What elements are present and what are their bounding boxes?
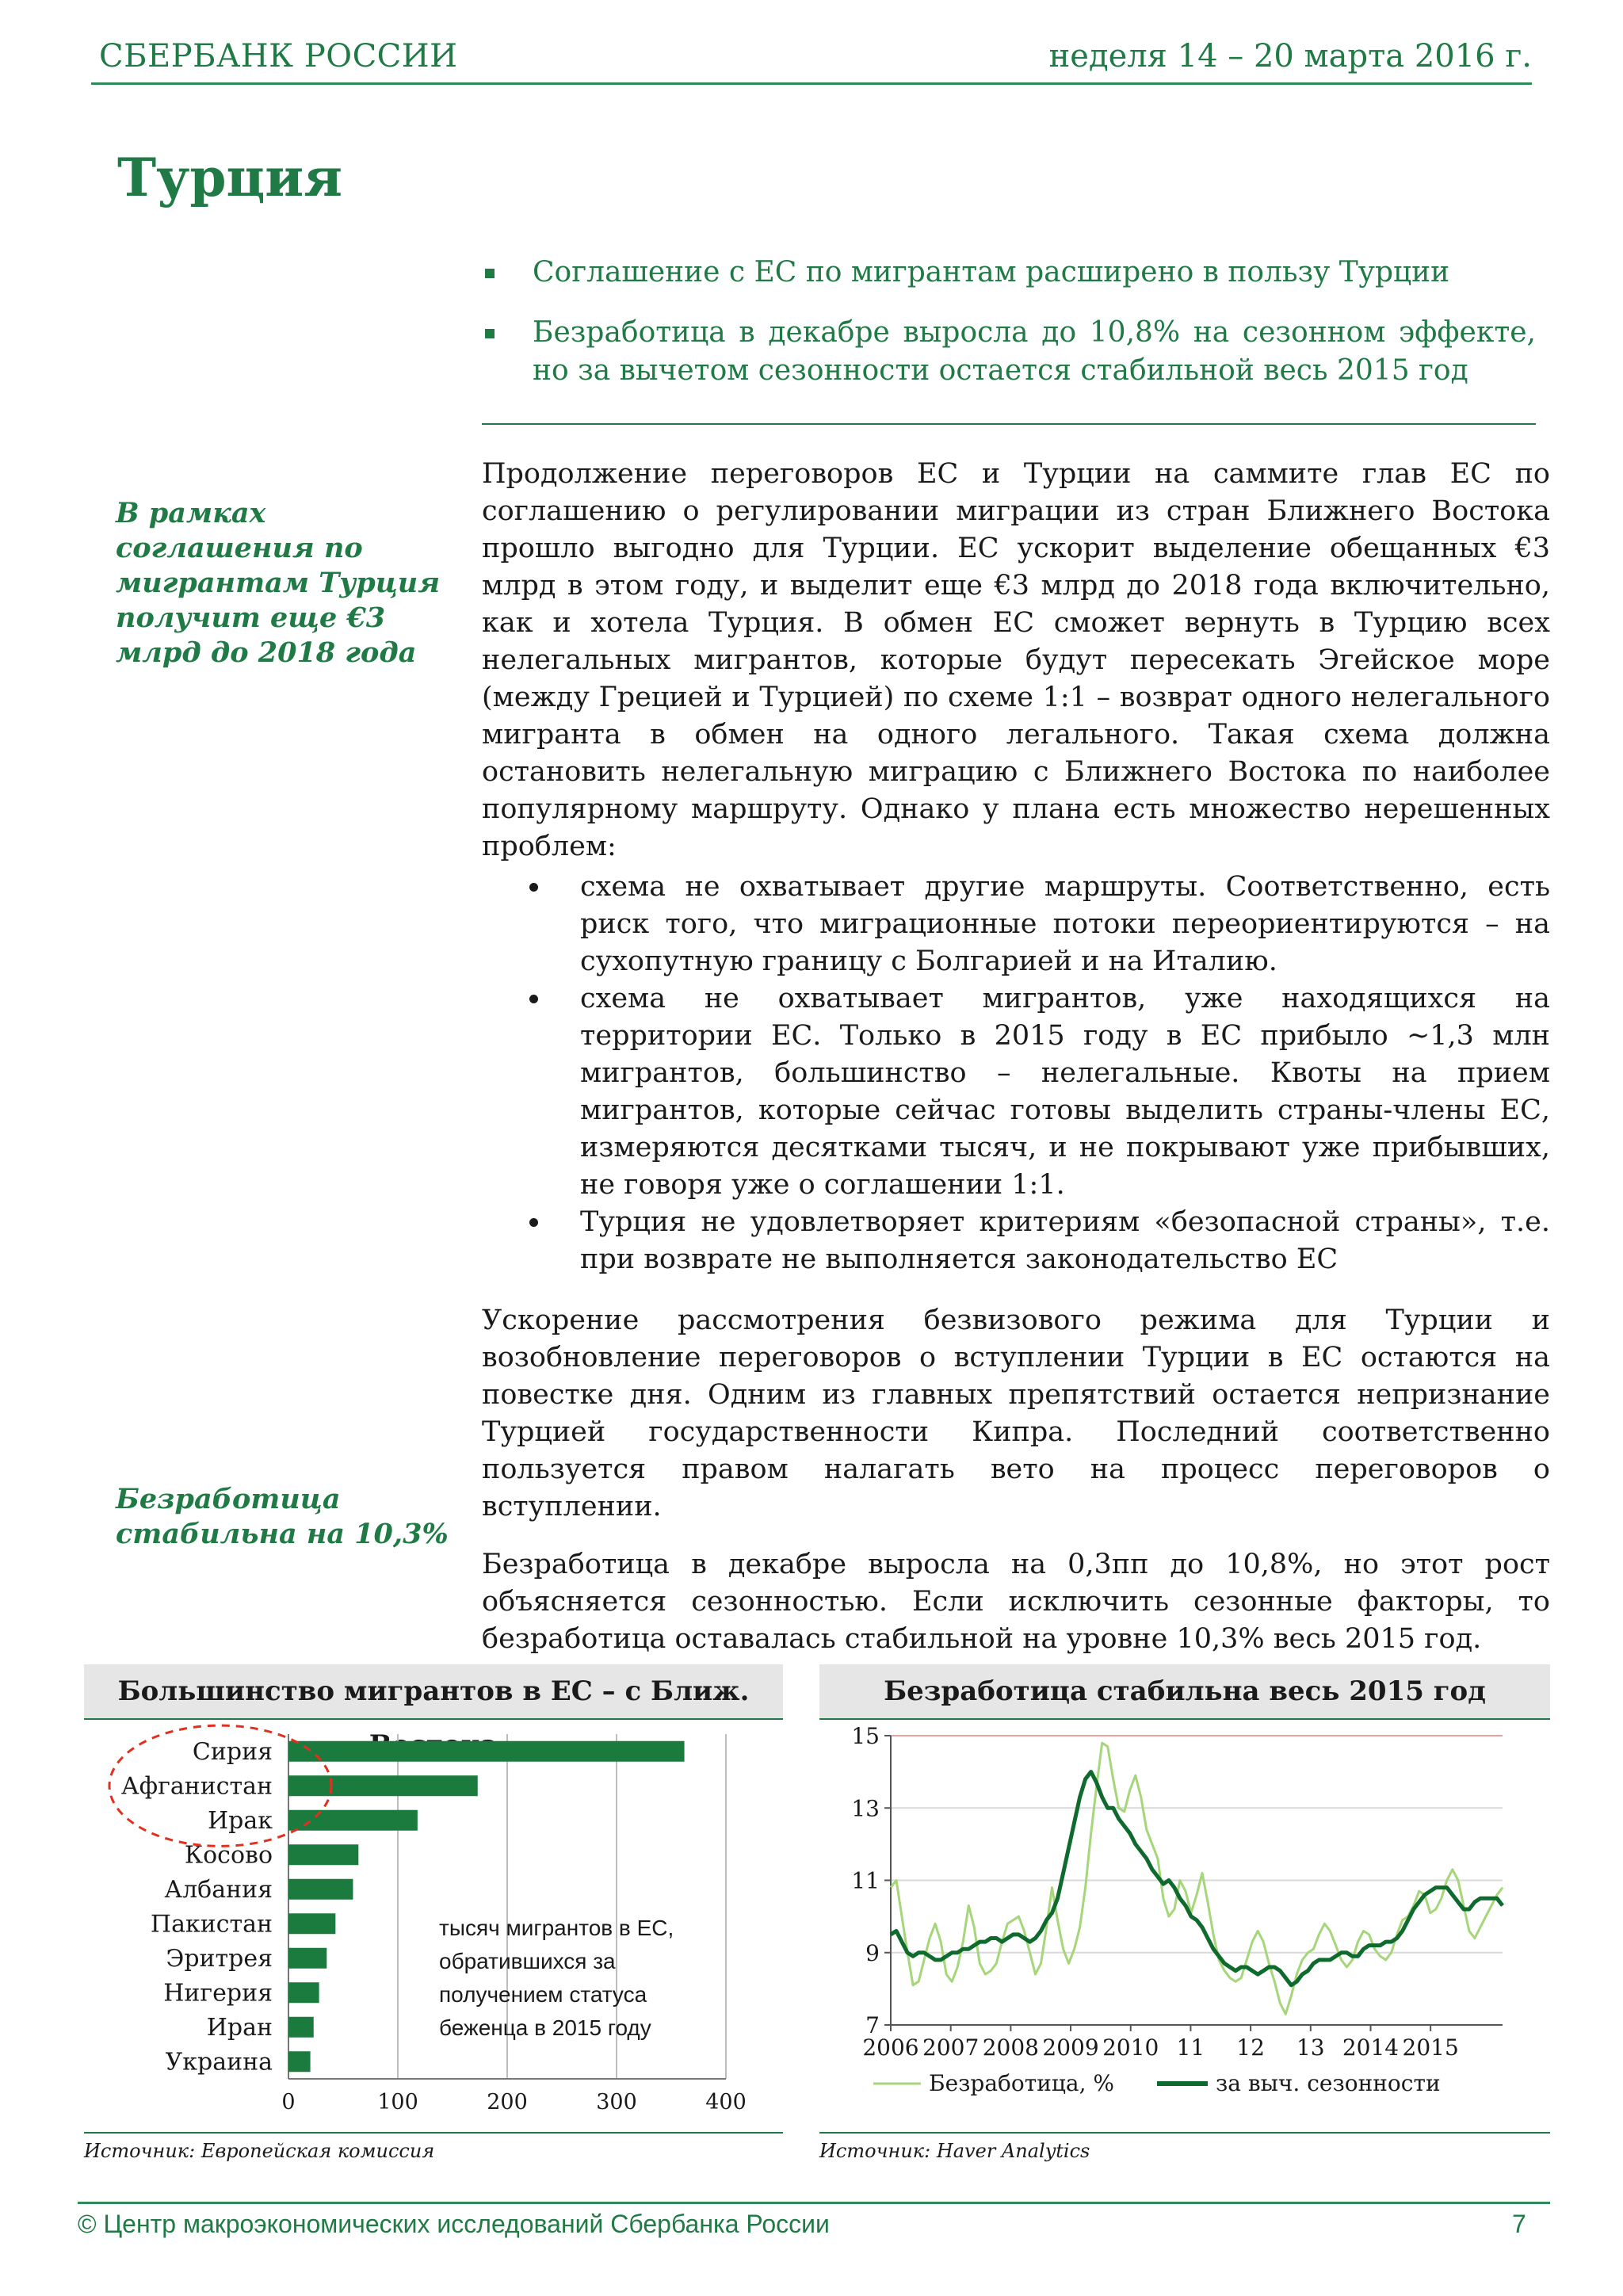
x-tick-label: 2008 — [982, 2034, 1040, 2061]
x-tick-label: 2007 — [922, 2034, 980, 2061]
series-line-unemployment — [891, 1743, 1503, 2014]
bar — [288, 1982, 319, 2003]
bar — [288, 1913, 335, 1934]
migrants-chart-panel — [84, 1664, 783, 1720]
sidenote-migration: В рамках соглашения по мигрантам Турция получит еще €3 млрд до 2018 года — [116, 497, 441, 669]
x-tick-label: 13 — [1296, 2034, 1325, 2061]
legend-label: Безработица, % — [929, 2070, 1115, 2096]
bullet-icon — [529, 883, 538, 892]
section-title: Турция — [117, 147, 342, 208]
key-points-divider — [482, 423, 1536, 425]
page-header — [91, 38, 1532, 85]
key-point: Безработица в декабре выросла до 10,8% на сезонном эффекте, но за вычетом сезонности остается стабильной весь 2015 год — [482, 314, 1536, 390]
bar — [288, 2051, 311, 2072]
x-tick-label: 0 — [281, 2090, 296, 2115]
report-week: неделя 14 – 20 марта 2016 г. — [1048, 38, 1532, 74]
bar — [288, 1879, 353, 1900]
sidenote-unemployment: Безработица стабильна на 10,3% — [116, 1483, 449, 1550]
bullet-icon — [529, 995, 538, 1003]
x-tick-label: 100 — [377, 2090, 418, 2115]
paragraph: Ускорение рассмотрения безвизового режима для Турции и возобновление переговоров о вступлении Турции в ЕС остаются на повестке дня. Одним из главных препятствий остается непризнание Турцией государственности Кипра. Последний соответственно пользуется правом налагать вето на процесс переговоров о вступлении. — [482, 1305, 1550, 1522]
unemployment-line-chart — [819, 1720, 1550, 2132]
chart-title: Большинство мигрантов в ЕС – с Ближ. — [84, 1664, 783, 1720]
unemployment-chart-panel — [819, 1664, 1550, 1720]
migrants-bar-chart — [84, 1720, 783, 2132]
bar — [288, 1741, 685, 1762]
bar — [288, 1844, 358, 1865]
annotation-line: тысяч мигрантов в ЕС, — [439, 1916, 674, 1940]
chart-title: Безработица стабильна весь 2015 год — [819, 1664, 1550, 1720]
page-number: 7 — [1512, 2210, 1526, 2238]
legend-label: за выч. сезонности — [1216, 2070, 1441, 2096]
bar — [288, 1775, 478, 1796]
x-tick-label: 2009 — [1042, 2034, 1099, 2061]
annotation-line: обратившихся за — [439, 1949, 616, 1973]
chart-source: Источник: Европейская комиссия — [84, 2140, 435, 2162]
chart-divider — [819, 2132, 1550, 2134]
x-tick-label: 2015 — [1402, 2034, 1459, 2061]
y-tick-label: 15 — [851, 1723, 880, 1749]
x-tick-label: 11 — [1176, 2034, 1205, 2061]
list-item: Турция не удовлетворяет критериям «безопасной страны», т.е. при возврате не выполняется законодательство ЕС — [482, 1204, 1550, 1278]
y-tick-label: 11 — [851, 1867, 880, 1894]
x-tick-label: 2014 — [1342, 2034, 1400, 2061]
bar — [288, 1810, 418, 1831]
category-label: Пакистан — [150, 1910, 273, 1939]
paragraph: Безработица в декабре выросла на 0,3пп до 10,8%, но этот рост объясняется сезонностью. Если исключить сезонные факторы, то безработица оставалась стабильной на уровне 10,3% весь 2015 год. — [482, 1549, 1550, 1655]
bar — [288, 1948, 327, 1969]
category-label: Афганистан — [120, 1772, 273, 1801]
x-tick-label: 12 — [1236, 2034, 1265, 2061]
footer-divider — [78, 2202, 1550, 2204]
paragraph: Продолжение переговоров ЕС и Турции на саммите глав ЕС по соглашению о регулировании миграции из стран Ближнего Востока прошло выгодно для Турции. ЕС ускорит выделение обещанных €3 млрд в этом году, и выделит еще €3 млрд до 2018 года включительно, как и хотела Турция. В обмен ЕС сможет вернуть в Турцию всех нелегальных мигрантов, которые будут пересекать Эгейское море (между Грецией и Турцией) по схеме 1:1 – возврат одного нелегального мигранта в обмен на одного легального. Такая схема должна остановить нелегальную миграцию с Ближнего Востока по наиболее популярному маршруту. Однако у плана есть множество нерешенных проблем: — [482, 458, 1550, 862]
x-tick-label: 2006 — [862, 2034, 919, 2061]
category-label: Украина — [165, 2048, 273, 2076]
footer-copyright: © Центр макроэкономических исследований Сбербанка России — [78, 2210, 830, 2238]
bullet-icon — [529, 1218, 538, 1227]
bar — [288, 2017, 314, 2038]
annotation-line: беженца в 2015 году — [439, 2015, 651, 2040]
chart-source: Источник: Haver Analytics — [819, 2140, 1090, 2162]
x-tick-label: 200 — [487, 2090, 528, 2115]
article-body — [482, 456, 1550, 1679]
category-label: Косово — [184, 1841, 273, 1870]
list-item: схема не охватывает мигрантов, уже находящихся на территории ЕС. Только в 2015 году в ЕС прибыло ~1,3 млн мигрантов, большинство – нелегальные. Квоты на прием мигрантов, которые сейчас готовы выделить страны-члены ЕС, измеряются десятками тысяч, и не покрывают уже прибывших, не говоря уже о соглашении 1:1. — [482, 980, 1550, 1204]
y-tick-label: 13 — [851, 1795, 880, 1822]
annotation-line: получением статуса — [439, 1982, 647, 2007]
category-label: Эритрея — [166, 1944, 273, 1973]
category-label: Сирия — [192, 1737, 273, 1766]
bank-name: СБЕРБАНК РОССИИ — [99, 38, 458, 74]
x-tick-label: 2010 — [1102, 2034, 1159, 2061]
category-label: Иран — [206, 2013, 273, 2042]
chart-divider — [84, 2132, 783, 2134]
x-tick-label: 400 — [705, 2090, 747, 2115]
list-item: схема не охватывает другие маршруты. Соответственно, есть риск того, что миграционные потоки переориентируются – на сухопутную границу с Болгарией и на Италию. — [482, 869, 1550, 980]
y-tick-label: 9 — [865, 1939, 880, 1966]
x-tick-label: 300 — [596, 2090, 637, 2115]
y-tick-label: 7 — [865, 2012, 880, 2038]
category-label: Нигерия — [163, 1979, 273, 2008]
problems-list — [482, 869, 1550, 1278]
key-point: Соглашение с ЕС по мигрантам расширено в пользу Турции — [482, 254, 1536, 292]
category-label: Ирак — [207, 1806, 273, 1835]
category-label: Албания — [164, 1875, 273, 1904]
key-points — [482, 254, 1536, 412]
